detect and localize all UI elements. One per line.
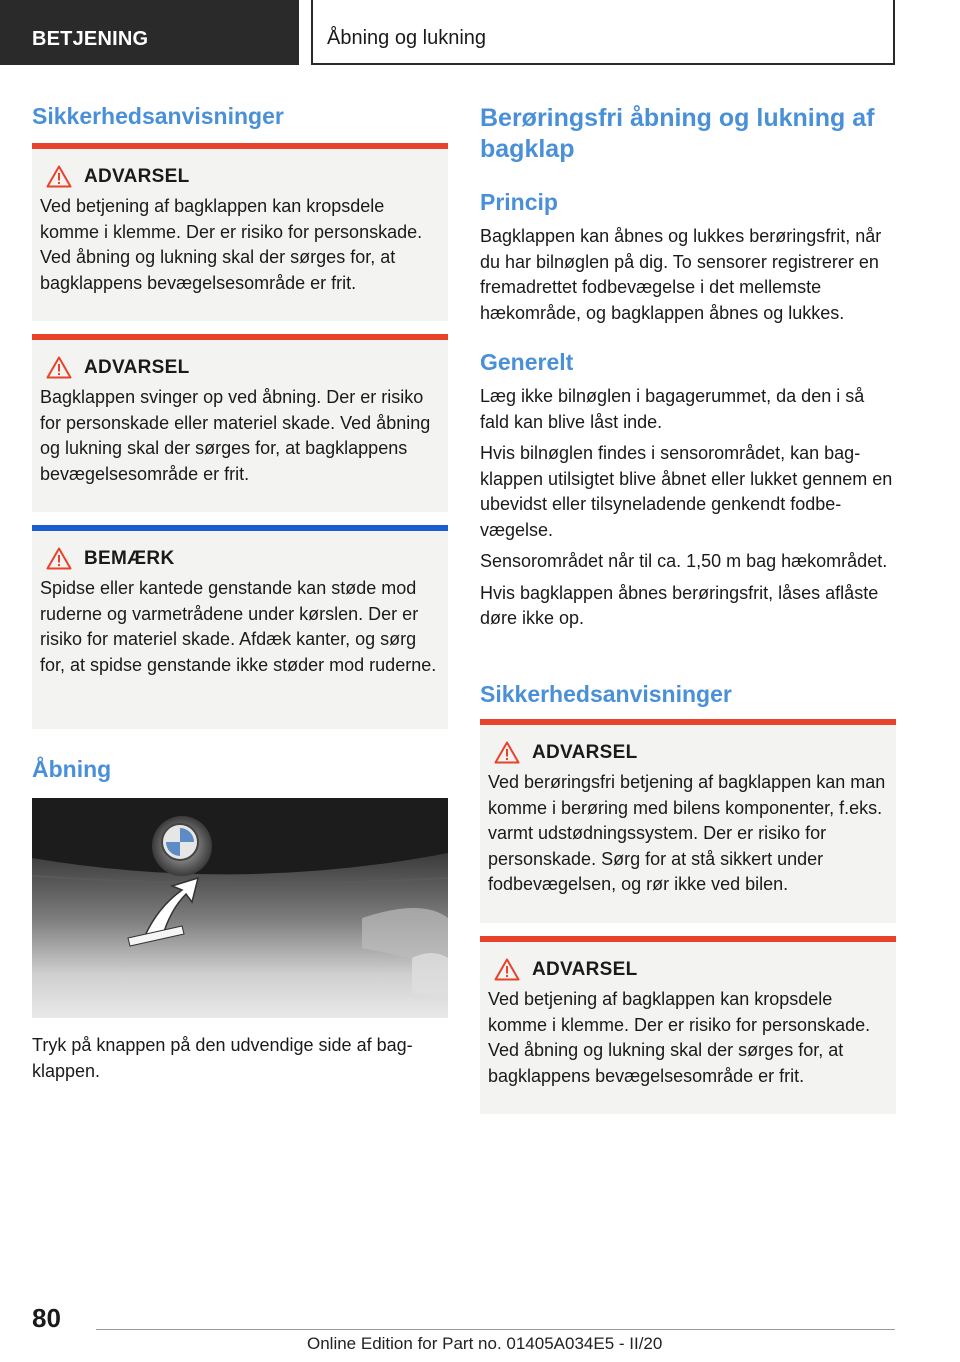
warning-bar (480, 719, 896, 725)
warning-box-4 (480, 936, 896, 1114)
tailgate-illustration (32, 798, 448, 1018)
general-section (480, 384, 896, 632)
note-bar (32, 525, 448, 531)
photo-caption: Tryk på knappen på den udvendige side af bagklappen. (32, 1035, 413, 1081)
general-paragraph: Læg ikke bilnøglen i bagagerummet, da den i så fald kan blive låst inde. (480, 386, 865, 432)
bmw-roundel (162, 824, 198, 860)
warning-label: ADVARSEL (84, 356, 190, 378)
warning-triangle-icon (494, 958, 520, 981)
heading-open: Åbning (32, 756, 112, 782)
footer-divider (96, 1329, 895, 1330)
general-paragraph: Hvis bagklappen åbnes berøringsfrit, låses aflåste døre ikke op. (480, 582, 879, 628)
heading-principle: Princip (480, 189, 558, 215)
section-title: BETJENING (32, 28, 149, 50)
warning-label: ADVARSEL (532, 741, 638, 763)
heading-safety-right: Sikkerhedsanvisninger (480, 681, 732, 707)
footer-edition: Online Edition for Part no. 01405A034E5 - II/20 (307, 1334, 663, 1353)
warning-title (494, 741, 888, 764)
warning-triangle-icon (46, 165, 72, 188)
heading-touchless: Berøringsfri åbning og lukning af bagklap (480, 104, 875, 163)
chapter-tab (311, 0, 895, 65)
warning-box-3 (480, 719, 896, 923)
warning-bar (32, 143, 448, 149)
warning-label: ADVARSEL (84, 165, 190, 187)
warning-title (46, 165, 440, 188)
warning-triangle-icon (494, 741, 520, 764)
heading-safety-left: Sikkerhedsanvisninger (32, 103, 284, 129)
warning-box-2 (32, 334, 448, 512)
warning-text: Ved betjening af bagklappen kan kropsdele komme i klemme. Der er risiko for personskade. Ved åbning og lukning skal der sørges for, at bagklappens bevægelsesområde er frit. (488, 989, 871, 1086)
warning-bar (480, 936, 896, 942)
note-text: Spidse eller kantede genstande kan støde mod ruderne og varmetrådene under kørslen. Der er risiko for materiel skade. Afdæk kanter, og sørg for, at spidse genstande ikke støder mod ruderne. (40, 578, 437, 675)
arrow-up-icon (128, 878, 198, 946)
warning-triangle-icon (46, 547, 72, 570)
warning-text: Ved betjening af bagklappen kan kropsdele komme i klemme. Der er risiko for personskade. Ved åbning og lukning skal der sørges for, at bagklappens bevægelsesområde er frit. (40, 196, 423, 293)
warning-text: Ved berøringsfri betjening af bagklappen kan man komme i berøring med bilens komponenter, f.eks. varmt udstødningssystem. Der er risiko for personskade. Sørg for at stå sikkert under fodbevægelsen, og rør ikke ved bilen. (488, 772, 886, 894)
warning-title (46, 356, 440, 379)
chapter-title: Åbning og lukning (327, 27, 487, 49)
warning-triangle-icon (46, 356, 72, 379)
page-number: 80 (32, 1303, 61, 1333)
heading-general: Generelt (480, 349, 574, 375)
general-paragraph: Sensorområdet når til ca. 1,50 m bag hækområdet. (480, 551, 888, 571)
general-paragraph: Hvis bilnøglen findes i sensorområdet, kan bagklappen utilsigtet blive åbnet eller lukket gennem en ubevidst eller tilsyneladende genkendt fodbevægelse. (480, 443, 893, 540)
warning-box-1 (32, 143, 448, 321)
principle-text: Bagklappen kan åbnes og lukkes berøringsfrit, når du har bilnøglen på dig. To sensorer registrerer en fremadrettet fodbevægelse i det mellemste hækområde, og bagklappen åbnes og lukkes. (480, 226, 882, 323)
warning-title (494, 958, 888, 981)
note-box (32, 525, 448, 729)
note-label: BEMÆRK (84, 547, 175, 569)
tailgate-photo (32, 798, 448, 1018)
warning-bar (32, 334, 448, 340)
note-title (46, 547, 440, 570)
warning-text: Bagklappen svinger op ved åbning. Der er risiko for personskade eller materiel skade. Ved åbning og lukning skal der sørges for, at bagklappens bevægelsesområde er frit. (40, 387, 431, 484)
warning-label: ADVARSEL (532, 958, 638, 980)
section-tab (0, 0, 299, 65)
